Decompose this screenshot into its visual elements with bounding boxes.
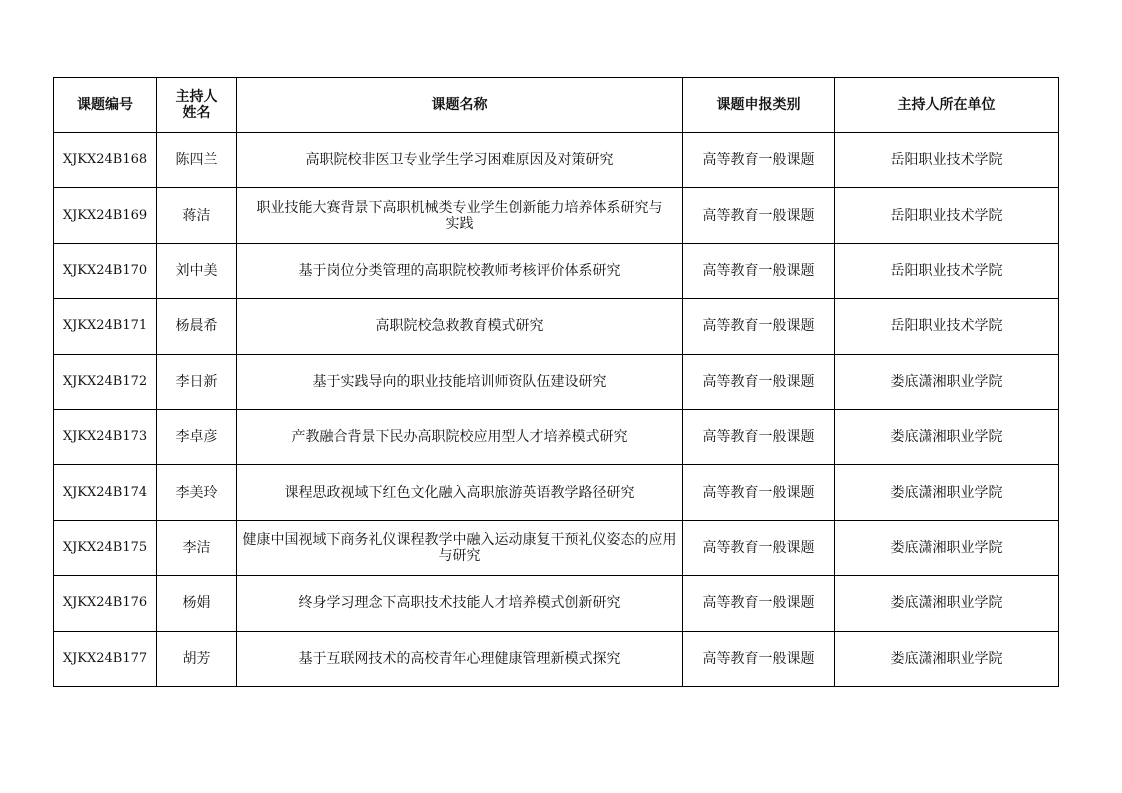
cell-host-name: 蒋洁 xyxy=(157,188,237,243)
cell-host-name: 李美玲 xyxy=(157,465,237,520)
cell-project-type: 高等教育一般课题 xyxy=(683,576,835,631)
cell-project-title: 基于实践导向的职业技能培训师资队伍建设研究 xyxy=(237,354,683,409)
table-row xyxy=(54,631,1059,686)
cell-project-title: 高职院校非医卫专业学生学习困难原因及对策研究 xyxy=(237,133,683,188)
cell-host-unit: 娄底潇湘职业学院 xyxy=(835,465,1059,520)
project-list-sheet xyxy=(53,77,1059,687)
table-header-row xyxy=(54,78,1059,133)
cell-project-title: 课程思政视域下红色文化融入高职旅游英语教学路径研究 xyxy=(237,465,683,520)
table-row xyxy=(54,299,1059,354)
cell-project-id: XJKX24B177 xyxy=(54,631,157,686)
table-row xyxy=(54,133,1059,188)
cell-project-title: 高职院校急救教育模式研究 xyxy=(237,299,683,354)
cell-host-unit: 岳阳职业技术学院 xyxy=(835,243,1059,298)
cell-project-type: 高等教育一般课题 xyxy=(683,465,835,520)
cell-host-unit: 岳阳职业技术学院 xyxy=(835,188,1059,243)
header-project-title: 课题名称 xyxy=(237,78,683,133)
cell-project-type: 高等教育一般课题 xyxy=(683,631,835,686)
cell-project-id: XJKX24B171 xyxy=(54,299,157,354)
header-project-id: 课题编号 xyxy=(54,78,157,133)
header-project-type: 课题申报类别 xyxy=(683,78,835,133)
cell-project-title: 终身学习理念下高职技术技能人才培养模式创新研究 xyxy=(237,576,683,631)
cell-project-title: 基于岗位分类管理的高职院校教师考核评价体系研究 xyxy=(237,243,683,298)
cell-host-unit: 娄底潇湘职业学院 xyxy=(835,409,1059,464)
cell-host-unit: 娄底潇湘职业学院 xyxy=(835,520,1059,575)
table-row xyxy=(54,465,1059,520)
cell-host-name: 刘中美 xyxy=(157,243,237,298)
project-table xyxy=(53,77,1059,687)
cell-project-title: 职业技能大赛背景下高职机械类专业学生创新能力培养体系研究与实践 xyxy=(237,188,683,243)
cell-host-name: 李卓彦 xyxy=(157,409,237,464)
header-host-unit: 主持人所在单位 xyxy=(835,78,1059,133)
cell-host-unit: 娄底潇湘职业学院 xyxy=(835,354,1059,409)
cell-project-type: 高等教育一般课题 xyxy=(683,133,835,188)
cell-project-id: XJKX24B173 xyxy=(54,409,157,464)
table-row xyxy=(54,354,1059,409)
cell-project-type: 高等教育一般课题 xyxy=(683,243,835,298)
cell-host-name: 杨娟 xyxy=(157,576,237,631)
table-row xyxy=(54,520,1059,575)
cell-host-unit: 岳阳职业技术学院 xyxy=(835,133,1059,188)
cell-host-unit: 娄底潇湘职业学院 xyxy=(835,631,1059,686)
cell-project-title: 健康中国视域下商务礼仪课程教学中融入运动康复干预礼仪姿态的应用与研究 xyxy=(237,520,683,575)
cell-host-name: 杨晨希 xyxy=(157,299,237,354)
cell-project-type: 高等教育一般课题 xyxy=(683,354,835,409)
cell-project-id: XJKX24B170 xyxy=(54,243,157,298)
cell-project-id: XJKX24B175 xyxy=(54,520,157,575)
cell-project-id: XJKX24B172 xyxy=(54,354,157,409)
cell-project-type: 高等教育一般课题 xyxy=(683,188,835,243)
cell-project-title: 产教融合背景下民办高职院校应用型人才培养模式研究 xyxy=(237,409,683,464)
cell-project-id: XJKX24B169 xyxy=(54,188,157,243)
cell-project-type: 高等教育一般课题 xyxy=(683,299,835,354)
cell-host-name: 李洁 xyxy=(157,520,237,575)
header-host-name: 主持人姓名 xyxy=(157,78,237,133)
table-row xyxy=(54,243,1059,298)
cell-project-id: XJKX24B174 xyxy=(54,465,157,520)
cell-project-type: 高等教育一般课题 xyxy=(683,409,835,464)
cell-host-name: 陈四兰 xyxy=(157,133,237,188)
cell-host-unit: 岳阳职业技术学院 xyxy=(835,299,1059,354)
cell-host-unit: 娄底潇湘职业学院 xyxy=(835,576,1059,631)
cell-host-name: 李日新 xyxy=(157,354,237,409)
table-row xyxy=(54,576,1059,631)
table-row xyxy=(54,188,1059,243)
cell-project-type: 高等教育一般课题 xyxy=(683,520,835,575)
cell-project-title: 基于互联网技术的高校青年心理健康管理新模式探究 xyxy=(237,631,683,686)
cell-project-id: XJKX24B176 xyxy=(54,576,157,631)
cell-host-name: 胡芳 xyxy=(157,631,237,686)
table-row xyxy=(54,409,1059,464)
cell-project-id: XJKX24B168 xyxy=(54,133,157,188)
